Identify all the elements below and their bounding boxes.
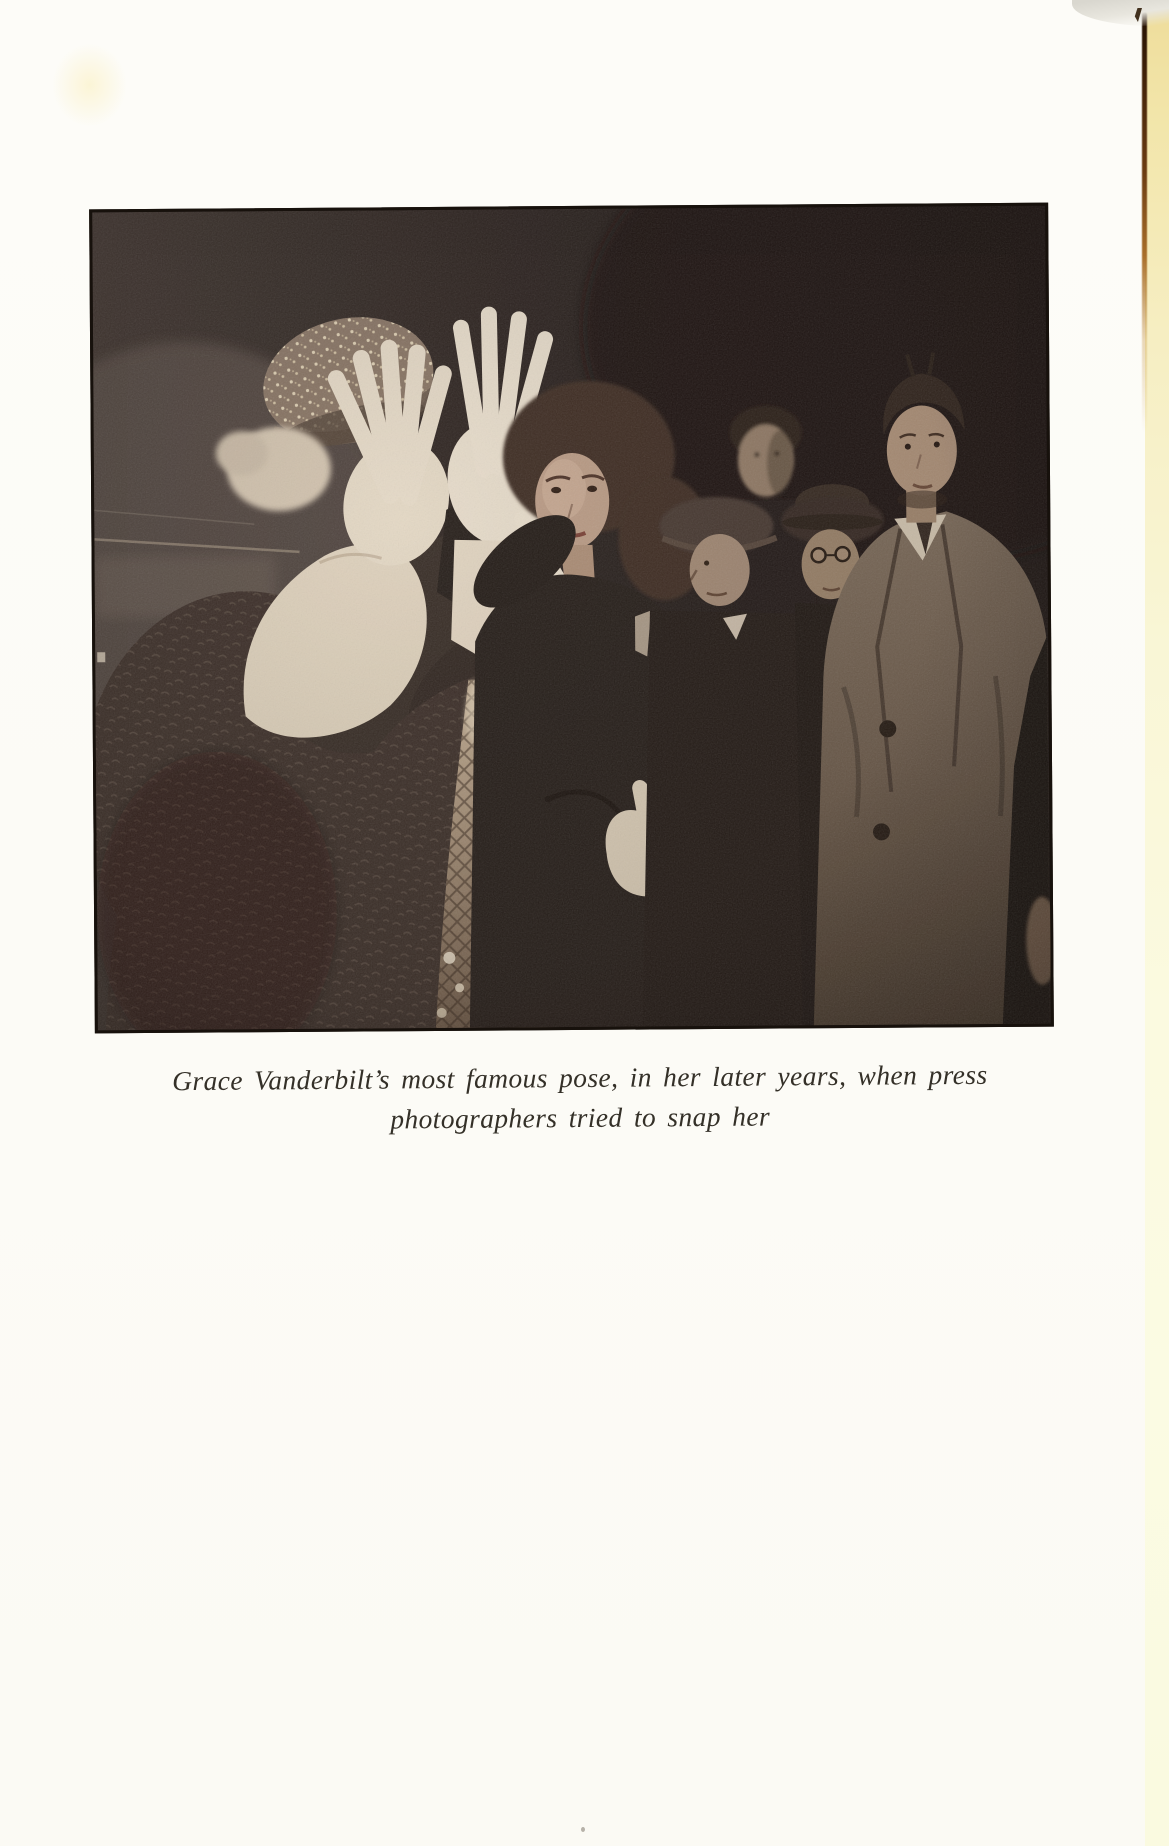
page-edge-crease	[1142, 12, 1147, 432]
photo-scene	[92, 206, 1051, 1031]
caption-line-1: Grace Vanderbilt’s most famous pose, in her later years, when press	[172, 1058, 988, 1097]
page-stain	[40, 30, 150, 140]
page-corner-curl	[1072, 0, 1169, 26]
page-edge-strip	[1145, 0, 1169, 1846]
photo-grain	[92, 206, 1051, 1031]
page-mark-dot	[581, 1827, 585, 1832]
caption-line-2: photographers tried to snap her	[390, 1100, 771, 1135]
photograph	[89, 203, 1054, 1034]
photo-caption	[95, 1054, 1066, 1142]
